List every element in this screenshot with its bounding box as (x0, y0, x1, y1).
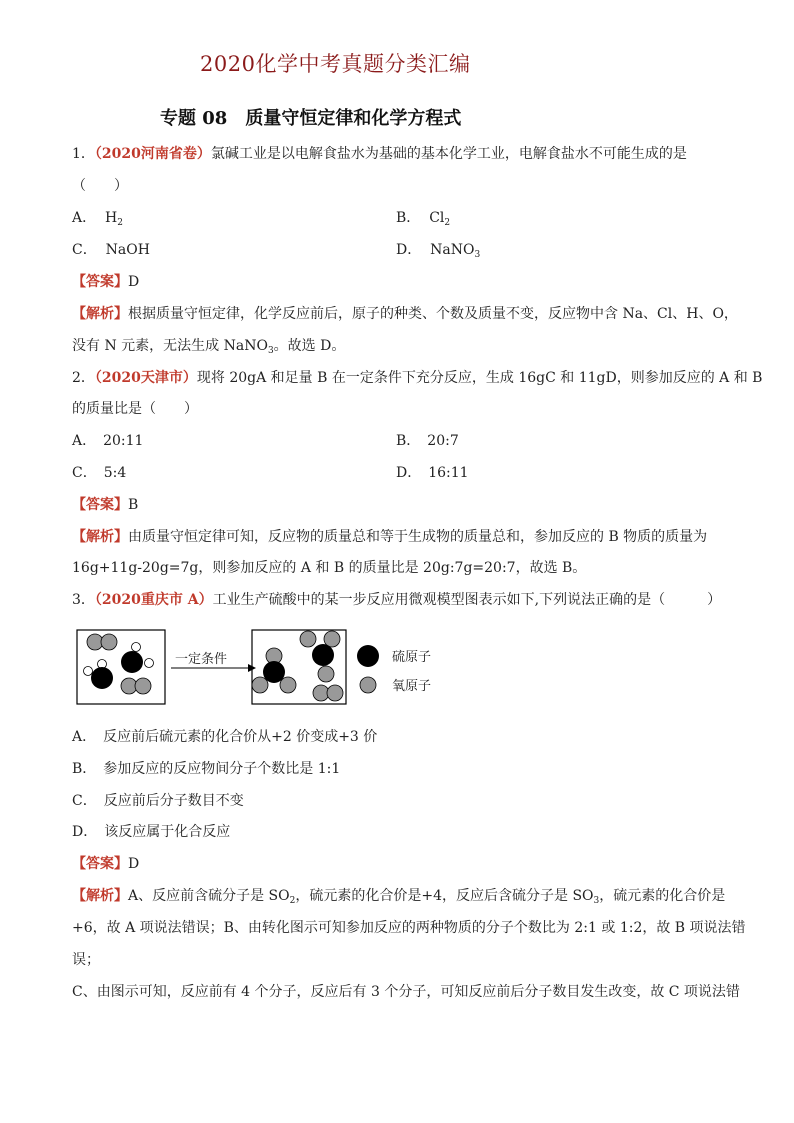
q2-stem-line2: 的质量比是（ ） (72, 401, 198, 417)
q1-option-a-text: H (105, 210, 118, 226)
q1-option-c-text: NaOH (105, 242, 150, 258)
q1-answer-tag: 【答案】 (72, 274, 128, 290)
q1-stem-line (72, 144, 687, 164)
q3-analysis-line1 (72, 886, 725, 911)
q3-analysis-tag: 【解析】 (72, 888, 128, 904)
legend-sulfur-icon (357, 645, 379, 667)
q1-option-d-label: D． (396, 242, 422, 258)
q3-stem-line (72, 590, 721, 610)
q2-stem: 现将 20gA 和足量 B 在一定条件下充分反应，生成 16gC 和 11gD，则参加反应的 A 和 B (196, 370, 763, 386)
q3-analysis-line3: 误； (72, 952, 100, 968)
q1-option-a-label: A． (72, 210, 97, 226)
q2-analysis-tag: 【解析】 (72, 529, 128, 545)
oxygen-atom (300, 631, 316, 647)
q3-analysis-line4: C、由图示可知，反应前有 4 个分子，反应后有 3 个分子，可知反应前后分子数目发生改变，故 C 项说法错 (72, 984, 740, 1000)
q1-analysis-text1: 根据质量守恒定律，化学反应前后，原子的种类、个数及质量不变，反应物中含 Na、Cl、H、O， (128, 306, 738, 322)
q1-option-d (396, 240, 480, 265)
q1-option-b-label: B． (396, 210, 421, 226)
q2-stem-line (72, 368, 762, 388)
q3-analysis-sub1: 2 (289, 896, 296, 906)
q1-paren: （ ） (72, 178, 128, 194)
reaction-model-diagram (76, 626, 456, 708)
q2-answer-tag: 【答案】 (72, 497, 128, 513)
q1-analysis-text2b: 。故选 D。 (273, 338, 346, 354)
q1-option-b-text: Cl (429, 210, 445, 226)
q1-analysis-line2 (72, 336, 345, 361)
q2-analysis-line2: 16g+11g-20g=7g，则参加反应的 A 和 B 的质量比是 20g:7g=20:7，故选 B。 (72, 560, 587, 576)
oxygen-atom (87, 634, 103, 650)
q1-option-b (396, 208, 450, 233)
q1-source: （2020河南省卷） (94, 146, 211, 162)
legend-sulfur-label: 硫原子 (392, 650, 432, 665)
q2-option-a: A． 20:11 (72, 433, 144, 449)
q1-option-c (72, 240, 150, 260)
q2-analysis-text1: 由质量守恒定律可知，反应物的质量总和等于生成物的质量总和，参加反应的 B 物质的质量为 (128, 529, 708, 545)
q3-analysis-line2: +6，故 A 项说法错误；B、由转化图示可知参加反应的两种物质的分子个数比为 2:1 或 1:2，故 B 项说法错 (72, 920, 746, 936)
q2-answer-value: B (128, 497, 139, 513)
legend-oxygen-icon (360, 677, 376, 693)
q3-answer (72, 854, 139, 874)
q3-answer-value: D (128, 856, 140, 872)
oxygen-atom (318, 666, 334, 682)
q3-option-c: C． 反应前后分子数目不变 (72, 793, 244, 809)
q3-analysis-text1c: ，硫元素的化合价是 (599, 888, 726, 904)
small-atom (145, 659, 154, 668)
q2-analysis-line1 (72, 527, 707, 547)
q3-stem: 工业生产硫酸中的某一步反应用微观模型图表示如下,下列说法正确的是（ ） (212, 592, 722, 608)
q1-answer-value: D (128, 274, 140, 290)
q3-analysis-sub2: 3 (593, 896, 600, 906)
q3-number: 3． (72, 592, 95, 608)
q2-option-d: D． 16:11 (396, 465, 469, 481)
q1-answer (72, 272, 139, 292)
q3-option-b: B． 参加反应的反应物间分子个数比是 1:1 (72, 761, 341, 777)
q2-option-b: B． 20:7 (396, 433, 459, 449)
q1-analysis-line1 (72, 304, 738, 324)
q1-option-d-sub: 3 (474, 250, 481, 260)
q1-option-a (72, 208, 123, 233)
q1-analysis-sub: 3 (267, 346, 274, 356)
q3-source: （2020重庆市 A） (94, 592, 213, 608)
q3-option-a: A． 反应前后硫元素的化合价从+2 价变成+3 价 (72, 729, 378, 745)
q3-answer-tag: 【答案】 (72, 856, 128, 872)
q1-analysis-tag: 【解析】 (72, 306, 128, 322)
sulfur-atom (312, 644, 334, 666)
oxygen-atom (280, 677, 296, 693)
oxygen-atom (135, 678, 151, 694)
q1-option-b-sub: 2 (444, 218, 451, 228)
q3-analysis-text1a: A、反应前含硫分子是 SO (128, 888, 290, 904)
q3-option-d: D． 该反应属于化合反应 (72, 824, 231, 840)
q2-answer (72, 495, 138, 515)
sulfur-atom (91, 667, 113, 689)
q1-option-a-sub: 2 (117, 218, 123, 228)
oxygen-atom (252, 677, 268, 693)
q1-stem: 氯碱工业是以电解食盐水为基础的基本化学工业，电解食盐水不可能生成的是 (210, 146, 687, 162)
q1-analysis-text2a: 没有 N 元素，无法生成 NaNO (72, 338, 268, 354)
page-title: 2020化学中考真题分类汇编 (200, 52, 471, 76)
arrow-label: 一定条件 (175, 652, 228, 667)
q1-number: 1． (72, 146, 95, 162)
oxygen-atom (101, 634, 117, 650)
section-subtitle: 专题 08 质量守恒定律和化学方程式 (160, 108, 462, 129)
sulfur-atom (121, 651, 143, 673)
q1-option-d-text: NaNO (430, 242, 475, 258)
oxygen-atom (327, 685, 343, 701)
q2-option-c: C． 5:4 (72, 465, 127, 481)
q1-option-c-label: C． (72, 242, 97, 258)
legend-oxygen-label: 氧原子 (392, 679, 432, 694)
q2-number: 2． (72, 370, 95, 386)
small-atom (84, 667, 93, 676)
small-atom (132, 643, 141, 652)
q2-source: （2020天津市） (94, 370, 197, 386)
q3-analysis-text1b: ，硫元素的化合价是+4，反应后含硫分子是 SO (295, 888, 594, 904)
